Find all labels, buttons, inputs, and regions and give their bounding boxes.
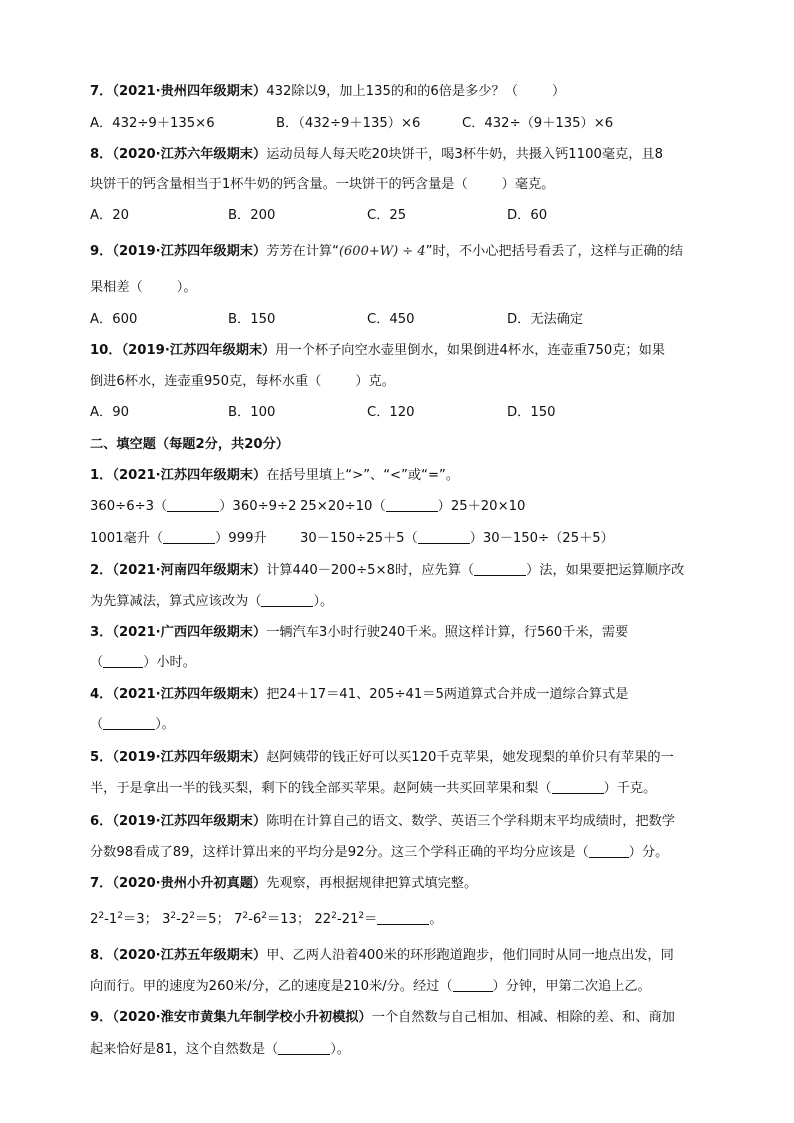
question-number: 7． — [90, 84, 113, 99]
question-text: 一个自然数与自己相加、相减、相除的差、和、商加 — [371, 1010, 675, 1025]
question-text: 果相差（ — [90, 280, 143, 295]
question-7 — [90, 82, 712, 102]
question-8-line-2 — [90, 175, 712, 195]
compare-row-2-right — [300, 529, 614, 549]
question-10 — [90, 341, 712, 361]
expr: 3 — [161, 912, 171, 927]
expr: ＝5； — [195, 912, 230, 927]
question-text: ）。 — [313, 594, 334, 609]
question-source: （2020·贵州小升初真题） — [112, 876, 267, 891]
question-text: ）分钟，甲第二次追上乙。 — [492, 979, 651, 994]
question-text: 起来恰好是81，这个自然数是（ — [90, 1042, 279, 1057]
expr: ）360÷9÷2 — [219, 499, 297, 514]
option-d: D．无法确定 — [507, 312, 584, 327]
question-source: （2021·江苏四年级期末） — [112, 687, 267, 702]
option-a: A．600 — [90, 312, 138, 327]
question-text: 计算440－200÷5×8时，应先算（ — [266, 563, 475, 578]
fill-question-1 — [90, 466, 712, 486]
compare-row-2-left — [90, 529, 267, 549]
answer-blank[interactable] — [386, 497, 438, 512]
expr: -6 — [248, 912, 262, 927]
expr: ）30－150÷（25＋5） — [469, 531, 614, 546]
answer-blank[interactable] — [103, 715, 155, 730]
option-c: C．120 — [367, 405, 415, 420]
option-b: B．100 — [228, 405, 276, 420]
answer-blank[interactable] — [167, 497, 219, 512]
question-text: 为先算减法，算式应该改为（ — [90, 594, 262, 609]
option-b: B．150 — [228, 312, 276, 327]
question-source: （2020·江苏六年级期末） — [112, 147, 267, 162]
fill-question-9-line-2 — [90, 1040, 712, 1060]
square-sup: 2 — [189, 911, 195, 921]
compare-row-1-left — [90, 497, 297, 517]
square-sup: 2 — [242, 911, 249, 921]
answer-blank[interactable] — [418, 529, 470, 544]
question-text: （ — [90, 717, 104, 732]
question-text: 半，于是拿出一半的钱买梨，剩下的钱全部买苹果。赵阿姨一共买回苹果和梨（ — [90, 781, 552, 796]
question-9-line-2 — [90, 278, 712, 298]
fill-question-9 — [90, 1008, 712, 1028]
fill-question-2 — [90, 561, 712, 581]
question-source: （2019·江苏四年级期末） — [112, 244, 267, 259]
fill-question-3-line-2 — [90, 653, 712, 673]
question-source: （2021·广西四年级期末） — [112, 625, 267, 640]
fill-question-8-line-2 — [90, 977, 712, 997]
fill-question-6-line-2 — [90, 843, 712, 863]
question-8 — [90, 145, 712, 165]
expr: ＝13； — [266, 912, 311, 927]
question-text: ）小时。 — [143, 655, 196, 670]
question-text: 把24＋17＝41、205÷41＝5两道算式合并成一道综合算式是 — [266, 687, 629, 702]
question-source: （2020·江苏五年级期末） — [112, 948, 267, 963]
square-sup: 2 — [98, 911, 105, 921]
option-d: D．60 — [507, 208, 548, 223]
fill-question-3 — [90, 623, 712, 643]
fill-question-4 — [90, 685, 712, 705]
expr: 360÷6÷3（ — [90, 499, 168, 514]
question-number: 4． — [90, 687, 113, 702]
question-source: （2021·江苏四年级期末） — [112, 468, 267, 483]
question-text: ）分。 — [628, 845, 669, 860]
fill-question-5 — [90, 748, 712, 768]
question-9 — [90, 242, 712, 262]
question-source: （2019·江苏四年级期末） — [121, 343, 276, 358]
expr: -1 — [104, 912, 118, 927]
question-source: （2019·江苏四年级期末） — [112, 814, 267, 829]
square-sup: 2 — [117, 911, 124, 921]
question-text: 用一个杯子向空水壶里倒水，如果倒进4杯水，连壶重750克；如果 — [275, 343, 665, 358]
question-text: 向而行。甲的速度为260米/分，乙的速度是210米/分。经过（ — [90, 979, 453, 994]
option-c: C．25 — [367, 208, 407, 223]
fill-question-2-line-2 — [90, 592, 712, 612]
question-number: 3． — [90, 625, 113, 640]
question-text: ”时，不小心把括号看丢了，这样与正确的结 — [425, 244, 684, 259]
option-a: A．432÷9＋135×6 — [90, 116, 215, 131]
square-sup: 2 — [170, 911, 177, 921]
option-b: B．（432÷9＋135）×6 — [276, 116, 421, 131]
option-b: B．200 — [228, 208, 276, 223]
expr: 。 — [429, 912, 443, 927]
expr: ＝3； — [123, 912, 158, 927]
fill-question-8 — [90, 946, 712, 966]
answer-blank[interactable] — [589, 843, 629, 858]
option-d: D．150 — [507, 405, 556, 420]
question-text: 432除以9，加上135的和的6倍是多少？（ — [266, 84, 518, 99]
answer-blank[interactable] — [474, 561, 526, 576]
pattern-equations — [90, 910, 712, 930]
question-text: ）毫克。 — [501, 177, 555, 192]
question-number: 9． — [90, 1010, 113, 1025]
answer-blank[interactable] — [103, 653, 143, 668]
question-number: 8． — [90, 147, 113, 162]
expr: 7 — [233, 912, 243, 927]
question-text: 陈明在计算自己的语文、数学、英语三个学科期末平均成绩时，把数学 — [266, 814, 675, 829]
fill-question-7 — [90, 874, 712, 894]
answer-blank[interactable] — [261, 592, 313, 607]
expr: 1001毫升（ — [90, 531, 164, 546]
question-text: 倒进6杯水，连壶重950克，每杯水重（ — [90, 374, 322, 389]
question-text: ）克。 — [355, 374, 395, 389]
question-number: 6． — [90, 814, 113, 829]
fill-question-5-line-2 — [90, 779, 712, 799]
question-number: 1． — [90, 468, 113, 483]
paren-close: ） — [551, 84, 566, 99]
question-text: ）千克。 — [603, 781, 657, 796]
question-text: ）法，如果要把运算顺序改 — [526, 563, 685, 578]
square-sup: 2 — [331, 911, 337, 921]
expr: 22 — [314, 912, 332, 927]
answer-blank[interactable] — [453, 977, 493, 992]
fill-question-4-line-2 — [90, 715, 712, 735]
question-text: 芳芳在计算“ — [266, 244, 339, 259]
question-text: 一辆汽车3小时行驶240千米。照这样计算，行560千米，需要 — [266, 625, 629, 640]
section-heading: 二、填空题（每题2分，共20分） — [90, 437, 289, 452]
question-source: （2021·河南四年级期末） — [112, 563, 267, 578]
answer-blank[interactable] — [377, 910, 429, 925]
fill-question-6 — [90, 812, 712, 832]
expr: 25×20÷10（ — [300, 499, 386, 514]
question-text: 甲、乙两人沿着400米的环形跑道跑步，他们同时从同一地点出发，同 — [266, 948, 674, 963]
question-text: （ — [90, 655, 104, 670]
compare-row-1-right — [300, 497, 525, 517]
answer-blank[interactable] — [552, 779, 604, 794]
question-10-line-2 — [90, 372, 712, 392]
square-sup: 2 — [358, 911, 365, 921]
option-c: C．450 — [367, 312, 415, 327]
question-text: 在括号里填上“>”、“<”或“=”。 — [266, 468, 460, 483]
question-text: 赵阿姨带的钱正好可以买120千克苹果，她发现梨的单价只有苹果的一 — [266, 750, 674, 765]
option-a: A．90 — [90, 405, 129, 420]
question-source: （2019·江苏四年级期末） — [112, 750, 267, 765]
question-text: 运动员每人每天吃20块饼干，喝3杯牛奶，共摄入钙1100毫克，且8 — [266, 147, 663, 162]
question-text: 先观察，再根据规律把算式填完整。 — [266, 876, 478, 891]
question-text: ）。 — [330, 1042, 350, 1057]
question-text: 分数98看成了89，这样计算出来的平均分是92分。这三个学科正确的平均分应该是（ — [90, 845, 589, 860]
question-text: 块饼干的钙含量相当于1杯牛奶的钙含量。一块饼干的钙含量是（ — [90, 177, 468, 192]
question-number: 2． — [90, 563, 113, 578]
question-source: （2021·贵州四年级期末） — [112, 84, 267, 99]
expr: ）999升 — [215, 531, 267, 546]
question-number: 8． — [90, 948, 113, 963]
expr: ）25＋20×10 — [437, 499, 526, 514]
expr: -2 — [176, 912, 190, 927]
question-source: （2020·淮安市黄集九年制学校小升初模拟） — [112, 1010, 372, 1025]
expr: -21 — [336, 912, 359, 927]
expr: ＝ — [364, 912, 378, 927]
question-number: 9． — [90, 244, 113, 259]
question-number: 5． — [90, 750, 113, 765]
expr: 30－150÷25＋5（ — [300, 531, 418, 546]
question-text: ）。 — [176, 280, 197, 295]
option-a: A．20 — [90, 208, 129, 223]
option-c: C．432÷（9＋135）×6 — [462, 116, 614, 131]
square-sup: 2 — [261, 911, 267, 921]
question-text: ）。 — [155, 717, 175, 732]
question-number: 10． — [90, 343, 122, 358]
question-number: 7． — [90, 876, 113, 891]
answer-blank[interactable] — [278, 1040, 330, 1055]
answer-blank[interactable] — [163, 529, 215, 544]
formula-image: (600+W) ÷ 4 — [338, 244, 426, 259]
expr: 2 — [90, 912, 99, 927]
